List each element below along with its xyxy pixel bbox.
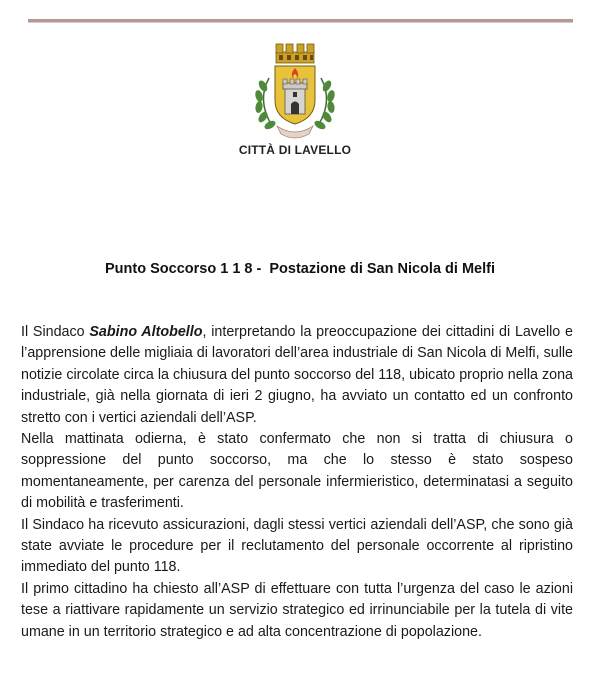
crown-icon <box>276 44 314 63</box>
document-body <box>21 322 573 643</box>
mayor-name: Sabino Altobello <box>89 324 203 340</box>
body-paragraph-4: Il primo cittadino ha chiesto all’ASP di effettuare con tutta l’urgenza del caso le azioni tese a riattivare rapidamente un servizio strategico ed irrinunciabile per la tutela di vite umane in un territorio strategico e ad alta concentrazione di popolazione. <box>21 580 573 640</box>
city-coat-of-arms-icon <box>249 38 341 142</box>
tower-icon <box>283 79 307 114</box>
city-name: CITTÀ DI LAVELLO <box>238 143 352 157</box>
body-paragraph-2: Nella mattinata odierna, è stato confermato che non si tratta di chiusura o soppressione del punto soccorso, ma che lo stesso è stato sospeso momentaneamente, per carenza del personale infermieristico, determinatasi a seguito di mobilità e trasferimenti. <box>21 431 573 512</box>
paragraph-1-prefix: Il Sindaco <box>21 324 90 340</box>
document-title: Punto Soccorso 1 1 8 - Postazione di San Nicola di Melfi <box>105 261 495 277</box>
body-paragraph-1 <box>21 322 573 429</box>
header-rule <box>28 19 573 23</box>
ribbon-icon <box>277 126 313 138</box>
paragraph-1-text: , interpretando la preoccupazione dei cittadini di Lavello e l’apprensione delle migliaia di lavoratori dell’area industriale di San Nicola di Melfi, sulle notizie circolate circa la chiusura del punto soccorso del 118, ubicato proprio nella zona industriale, già nella giornata di ieri 2 giugno, ha avviato un contatto ed un confronto stretto con i vertici aziendali dell’ASP. <box>21 324 573 426</box>
body-paragraph-3: Il Sindaco ha ricevuto assicurazioni, dagli stessi vertici aziendali dell’ASP, che sono già state avviate le procedure per il reclutamento del personale occorrente al ripristino immediato del punto 118. <box>21 516 573 576</box>
